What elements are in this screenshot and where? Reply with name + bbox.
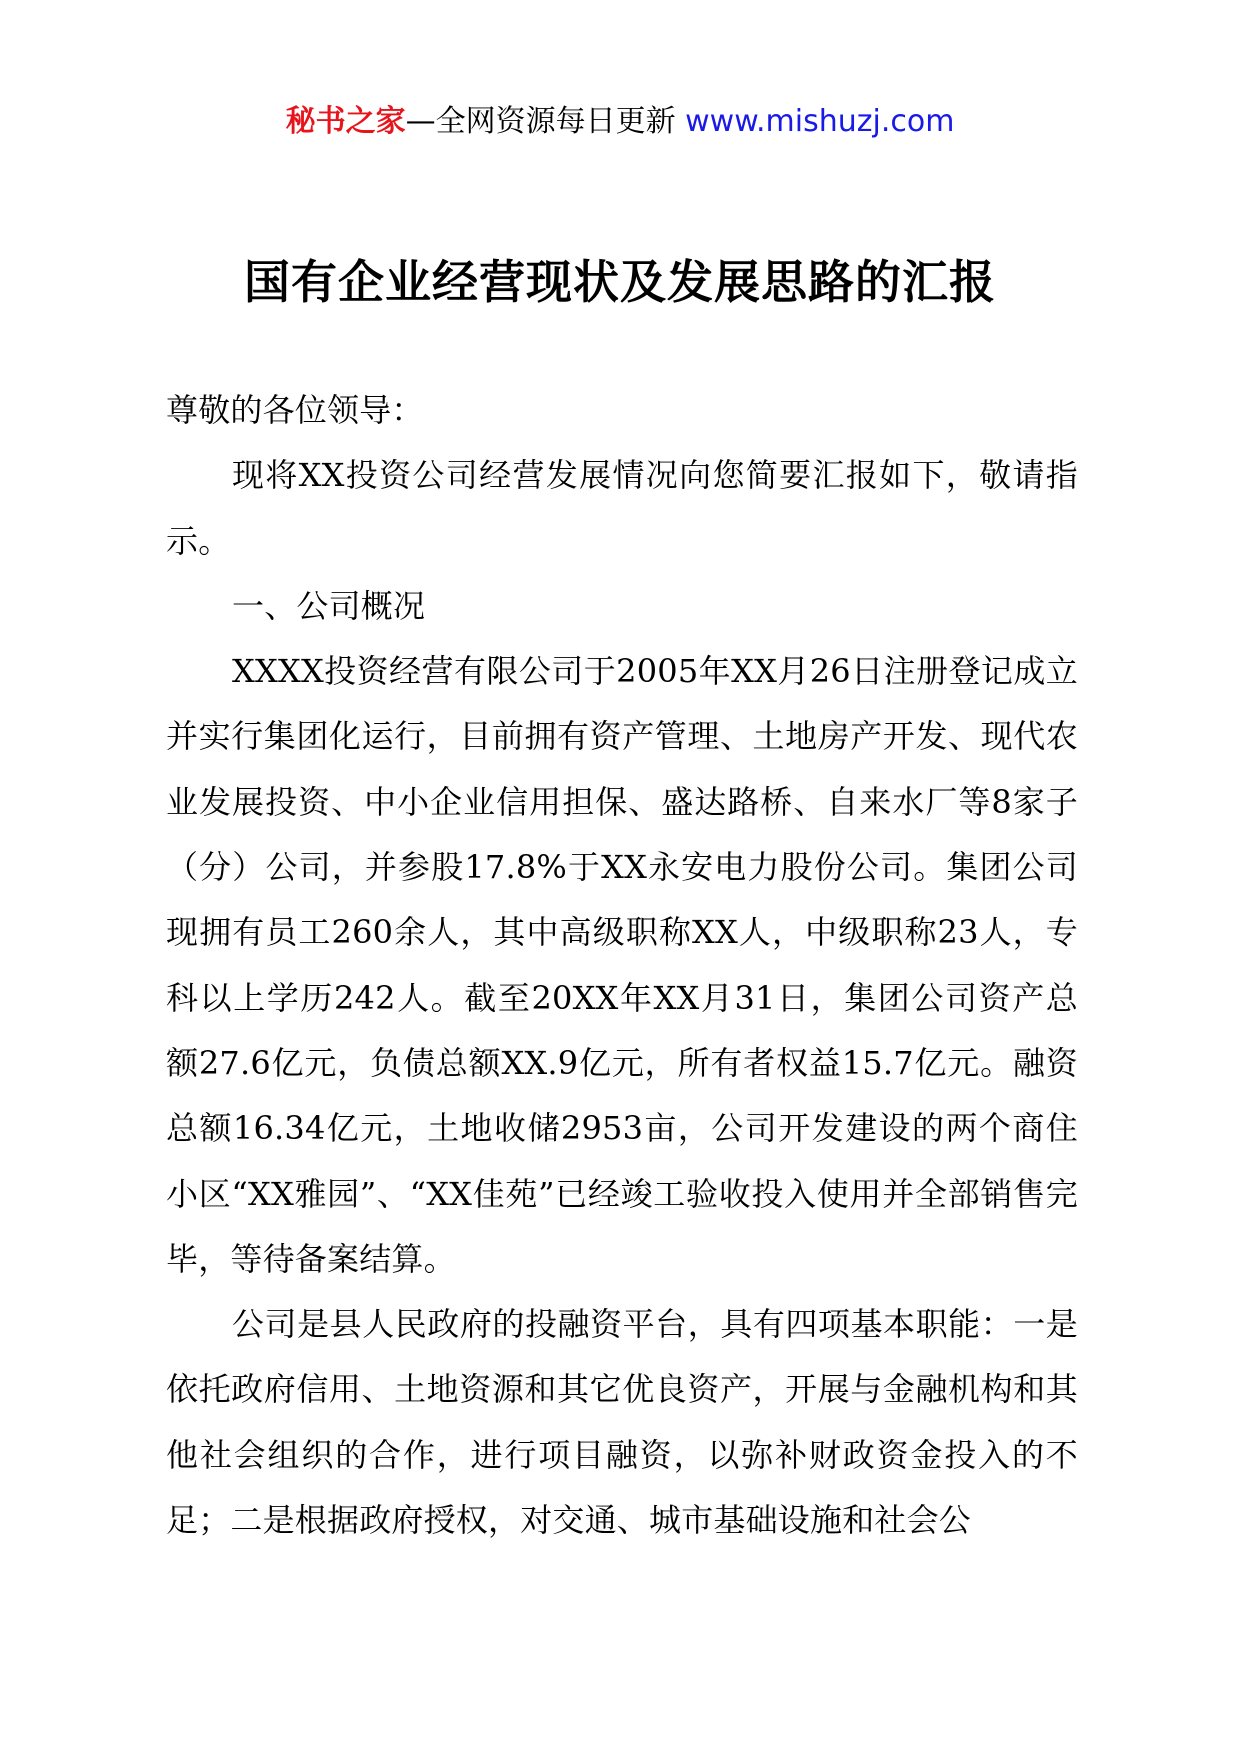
site-url-link[interactable]: www.mishuzj.com xyxy=(685,104,955,139)
document-title: 国有企业经营现状及发展思路的汇报 xyxy=(244,255,996,309)
site-header xyxy=(0,102,1240,142)
site-brand: 秘书之家 xyxy=(285,104,406,139)
site-slogan: —全网资源每日更新 xyxy=(405,104,686,139)
salutation: 尊敬的各位领导： xyxy=(166,391,424,429)
document-body xyxy=(166,378,1078,1553)
section-heading: 一、公司概况 xyxy=(232,586,426,625)
paragraph-company-functions: 公司是县人民政府的投融资平台，具有四项基本职能：一是依托政府信用、土地资源和其它优良资产，开展与金融机构和其他社会组织的合作，进行项目融资，以弥补财政资金投入的不足；二是根据政府授权，对交通、城市基础设施和社会公 xyxy=(166,1305,1078,1540)
paragraph-company-overview: XXXX投资经营有限公司于2005年XX月26日注册登记成立并实行集团化运行，目前拥有资产管理、土地房产开发、现代农业发展投资、中小企业信用担保、盛达路桥、自来水厂等8家子（分）公司，并参股17.8%于XX永安电力股份公司。集团公司现拥有员工260余人，其中高级职称XX人，中级职称23人，专科以上学历242人。截至20XX年XX月31日，集团公司资产总额27.6亿元，负债总额XX.9亿元，所有者权益15.7亿元。融资总额16.34亿元，土地收储2953亩，公司开发建设的两个商住小区“XX雅园”、“XX佳苑”已经竣工验收投入使用并全部销售完毕，等待备案结算。 xyxy=(166,652,1078,1278)
paragraph-intro: 现将XX投资公司经营发展情况向您简要汇报如下，敬请指示。 xyxy=(166,456,1078,560)
